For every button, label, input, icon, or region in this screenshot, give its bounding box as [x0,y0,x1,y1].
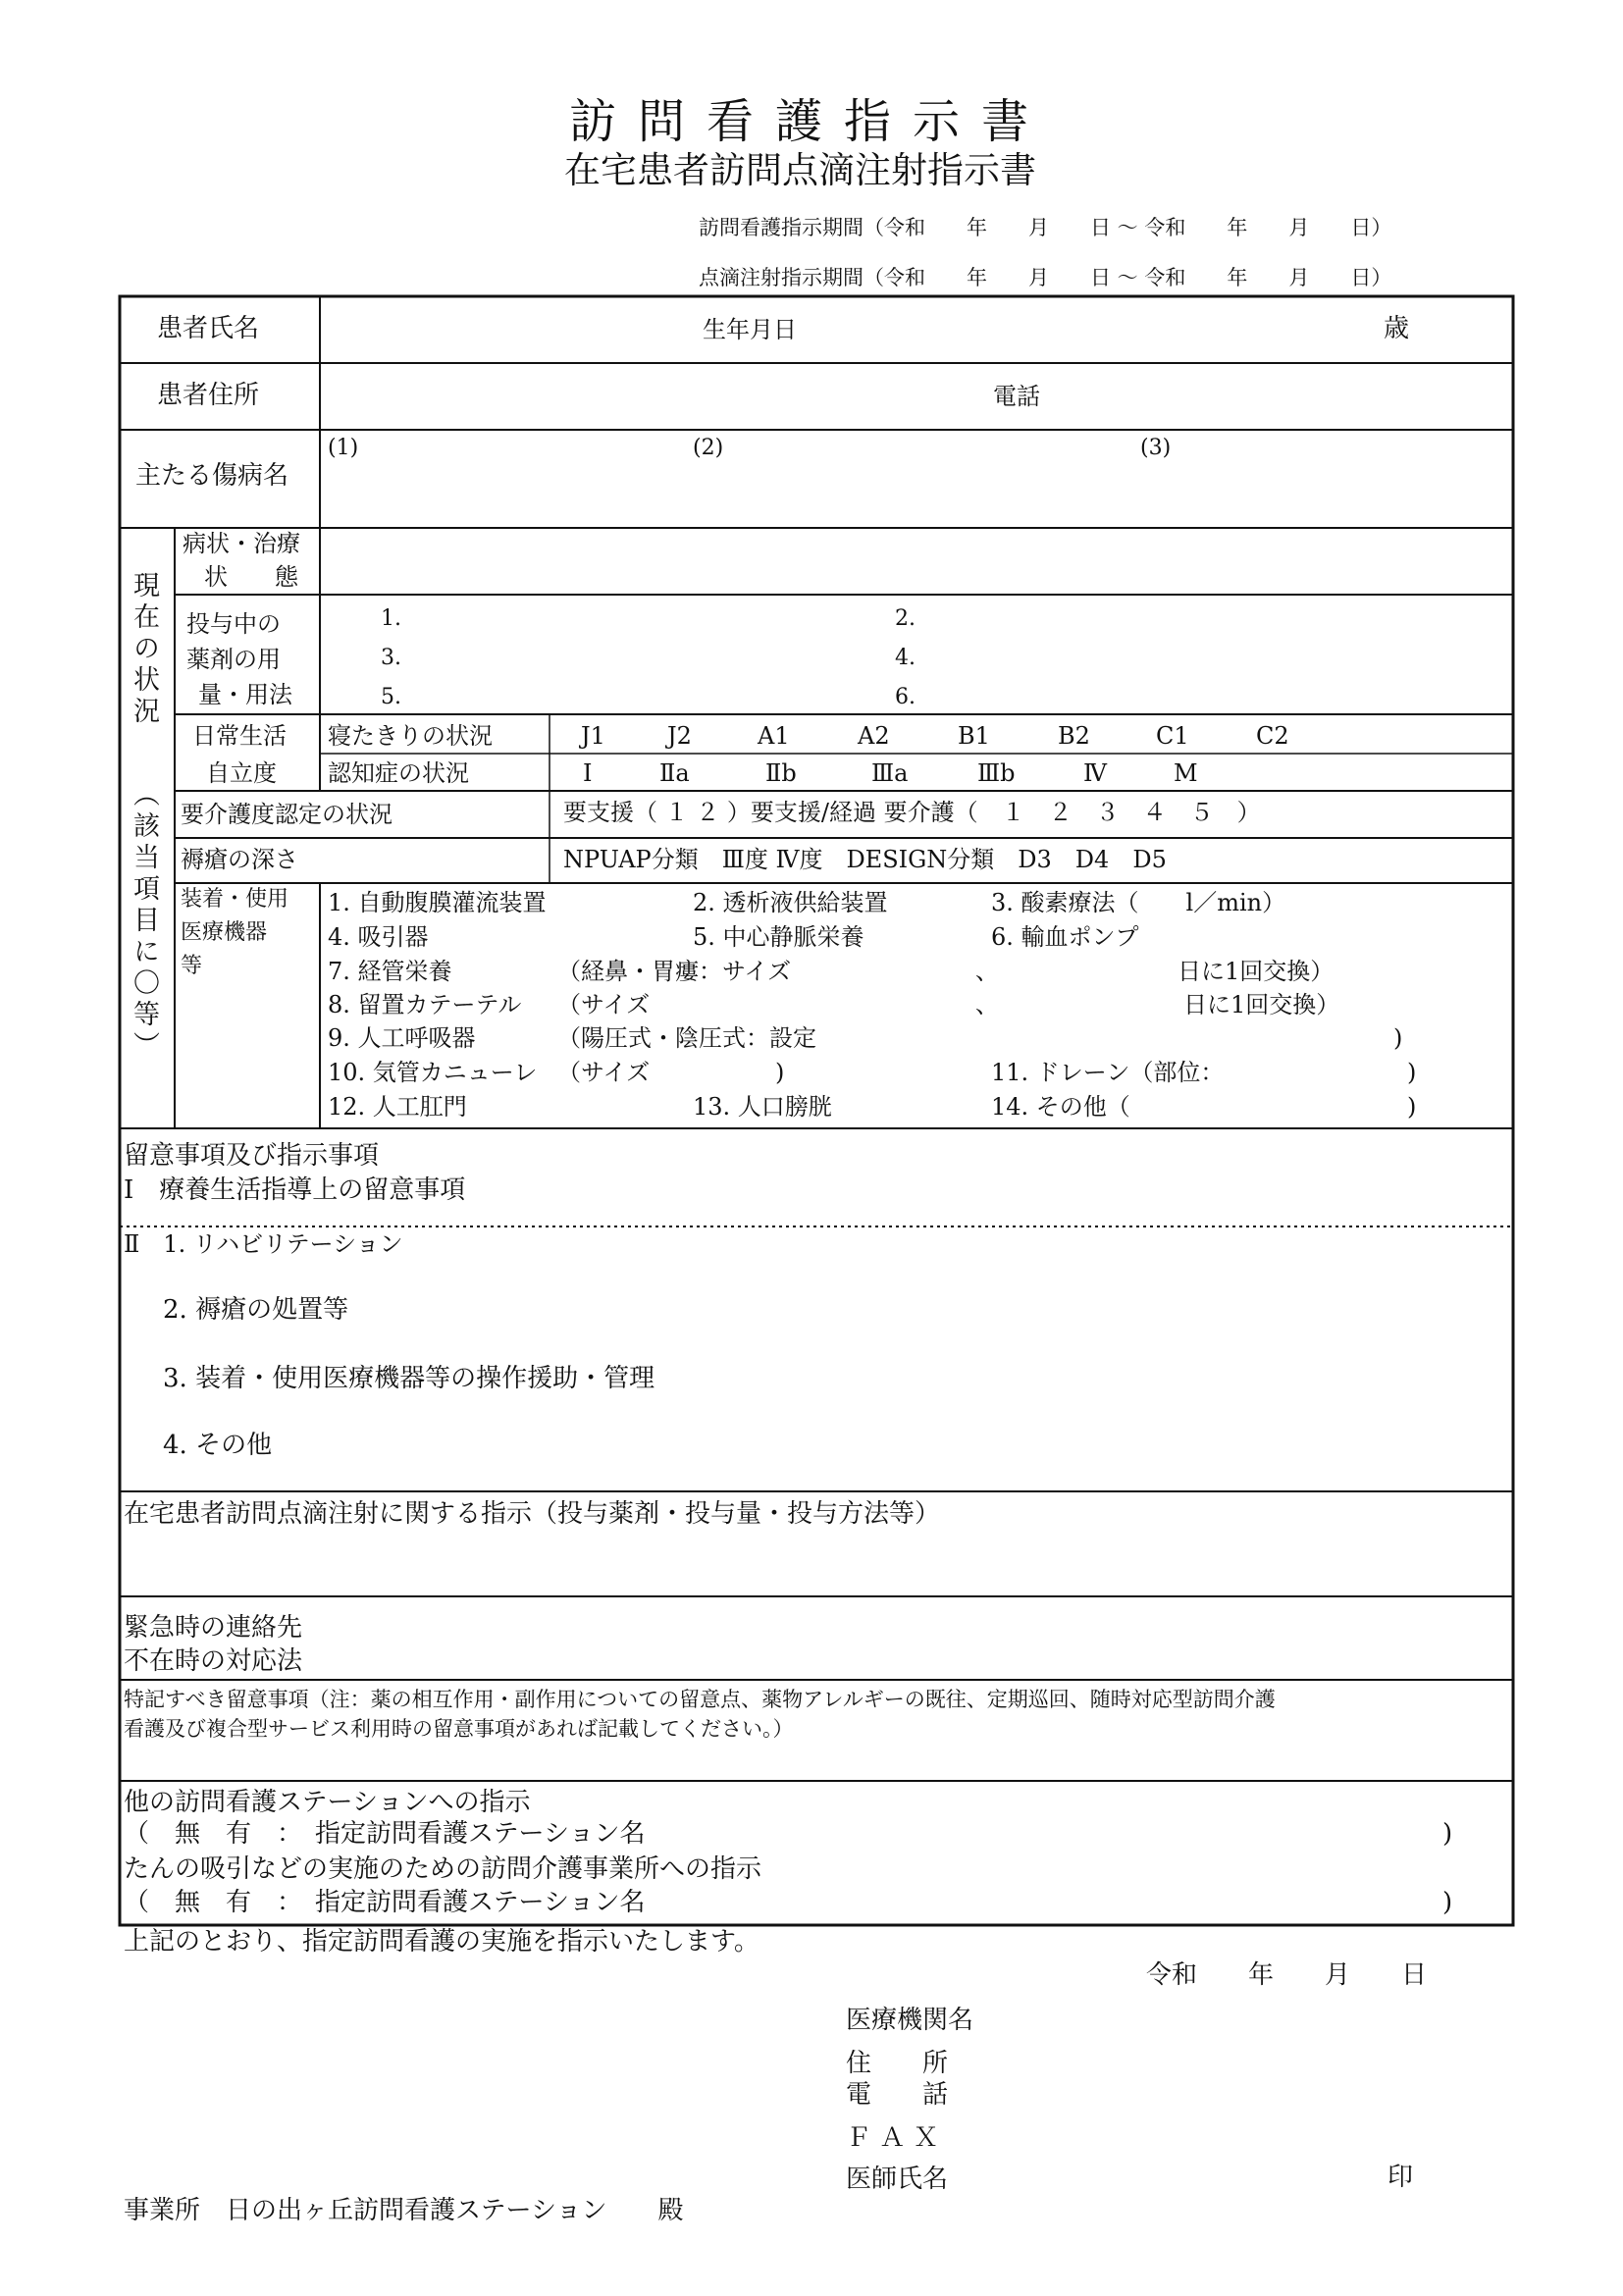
phone-label: 電話 [993,383,1040,410]
device-item-detail: ) [1407,1059,1417,1086]
bedridden-option[interactable]: A2 [858,722,890,750]
device-item-detail: （経鼻・胃瘻：サイズ [557,958,792,985]
institution-phone-label: 電 話 [846,2080,949,2110]
device-item[interactable]: 6. 輸血ポンプ [991,923,1139,951]
absence-response-label: 不在時の対応法 [124,1646,303,1676]
document-title: 訪問看護指示書 [569,94,1051,149]
institution-label: 医療機関名 [846,2006,974,2035]
suction-office-label: たんの吸引などの実施のための訪問介護事業所への指示 [124,1854,762,1884]
drugs-label-1: 投与中の [186,610,281,638]
dementia-label: 認知症の状況 [328,759,469,787]
bedridden-option[interactable]: B2 [1058,722,1090,750]
issue-date: 令和 年 月 日 [1146,1960,1428,1990]
current-status-side-label: 現在の状況 [129,571,159,728]
special-notes-label: 特記すべき留意事項（注：薬の相互作用・副作用についての留意点、薬物アレルギーの既往、定期巡回、随時対応型訪問介護 [124,1688,1276,1711]
bedridden-option[interactable]: C1 [1156,722,1189,750]
drug-slot-5: 5. [381,685,401,709]
institution-fax-label: Ｆ Ａ Ｘ [846,2123,939,2153]
age-label: 歳 [1384,314,1410,343]
disease-slot-3: (3) [1140,436,1172,460]
drug-slot-2: 2. [895,606,916,631]
bedridden-option[interactable]: B1 [958,722,990,750]
drip-instruction-label: 在宅患者訪問点滴注射に関する指示（投与薬剤・投与量・投与方法等） [124,1499,941,1529]
device-item[interactable]: 2. 透析液供給装置 [693,889,888,916]
bedsore-options[interactable]: NPUAP分類 Ⅲ度 Ⅳ度 DESIGN分類 D3 D4 D5 [563,846,1167,873]
suction-office-close: ) [1442,1888,1453,1917]
institution-address-label: 住 所 [846,2049,949,2078]
dementia-option[interactable]: Ⅰ [583,759,593,787]
dementia-option[interactable]: Ⅱb [765,759,797,787]
instructions-section-2: Ⅱ 1. リハビリテーション [124,1230,403,1258]
instructions-item-2-4: 4. その他 [163,1431,273,1460]
device-item-detail: 、 [975,958,999,985]
instructions-item-2-2: 2. 褥瘡の処置等 [163,1295,349,1325]
dementia-option[interactable]: M [1174,759,1198,787]
emergency-contact-label: 緊急時の連絡先 [124,1613,303,1643]
bedridden-option[interactable]: J2 [667,722,692,750]
statement-text: 上記のとおり、指定訪問看護の実施を指示いたします。 [124,1927,759,1957]
bedridden-label: 寝たきりの状況 [328,722,493,750]
device-item-detail: （サイズ [557,991,651,1018]
current-status-side-note: （該当項目に〇等） [129,780,159,1063]
device-item[interactable]: 11. ドレーン（部位： [991,1059,1225,1086]
device-item[interactable]: 3. 酸素療法（ l／min） [991,889,1286,916]
device-item-detail: ) [1407,1093,1417,1121]
device-item-detail: 日に1回交換） [1183,991,1340,1018]
dementia-option[interactable]: Ⅲa [871,759,909,787]
dementia-option[interactable]: Ⅲb [977,759,1016,787]
device-item[interactable]: 1. 自動腹膜灌流装置 [328,889,547,916]
device-item-detail: 日に1回交換） [1178,958,1335,985]
device-item[interactable]: 8. 留置カテーテル [328,991,522,1018]
disease-label: 主たる傷病名 [135,461,289,491]
device-item[interactable]: 4. 吸引器 [328,923,429,951]
adl-label-1: 日常生活 [192,722,287,750]
bedridden-option[interactable]: C2 [1256,722,1289,750]
device-item[interactable]: 14. その他（ [991,1093,1130,1121]
other-station-choice[interactable]: （ 無 有 ： 指定訪問看護ステーション名 [124,1819,646,1849]
birthdate-label: 生年月日 [703,316,797,343]
patient-name-label: 患者氏名 [157,314,260,343]
document-subtitle: 在宅患者訪問点滴注射指示書 [564,149,1036,191]
nursing-period: 訪問看護指示期間（令和 年 月 日 ～ 令和 年 月 日） [699,216,1392,239]
symptoms-label: 病状・治療 [183,530,300,557]
drugs-label-2: 薬剤の用 [186,646,281,673]
drip-period: 点滴注射指示期間（令和 年 月 日 ～ 令和 年 月 日） [699,266,1392,289]
adl-label-2: 自立度 [206,759,277,787]
devices-label-1: 装着・使用 [181,887,289,912]
device-item-detail: ) [1393,1024,1403,1052]
suction-office-choice[interactable]: （ 無 有 ： 指定訪問看護ステーション名 [124,1888,646,1917]
patient-address-label: 患者住所 [157,381,260,410]
device-item-detail: ) [775,1059,785,1086]
device-item-detail: （サイズ [557,1059,651,1086]
device-item[interactable]: 7. 経管栄養 [328,958,452,985]
recipient-line: 事業所 日の出ヶ丘訪問看護ステーション 殿 [124,2196,684,2225]
drug-slot-1: 1. [381,606,401,631]
special-notes-label-2: 看護及び複合型サービス利用時の留意事項があれば記載してください。） [124,1717,794,1741]
drugs-label-3: 量・用法 [198,681,292,708]
device-item[interactable]: 12. 人工肛門 [328,1093,467,1121]
bedridden-option[interactable]: A1 [758,722,790,750]
bedridden-option[interactable]: J1 [581,722,605,750]
doctor-name-label: 医師氏名 [846,2165,949,2194]
devices-label-3: 等 [181,954,203,978]
other-station-close: ) [1442,1819,1453,1849]
device-item-detail: （陽圧式・陰圧式：設定 [557,1024,816,1052]
drug-slot-4: 4. [895,646,916,670]
disease-slot-2: (2) [693,436,724,460]
devices-label-2: 医療機器 [181,920,268,945]
dementia-option[interactable]: Ⅳ [1083,759,1107,787]
instructions-item-2-3: 3. 装着・使用医療機器等の操作援助・管理 [163,1364,655,1393]
device-item[interactable]: 10. 気管カニューレ [328,1059,538,1086]
other-station-label: 他の訪問看護ステーションへの指示 [124,1788,531,1817]
dementia-option[interactable]: Ⅱa [659,759,690,787]
device-item[interactable]: 9. 人工呼吸器 [328,1024,476,1052]
drug-slot-3: 3. [381,646,401,670]
device-item[interactable]: 5. 中心静脈栄養 [693,923,864,951]
drug-slot-6: 6. [895,685,916,709]
disease-slot-1: (1) [328,436,359,460]
bedsore-label: 褥瘡の深さ [181,846,298,873]
symptoms-label-2: 状 態 [204,563,298,591]
care-level-options[interactable]: 要支援（ １ ２ ）要支援/経過 要介護（ １ ２ ３ ４ ５ ） [563,799,1261,826]
instructions-item-1: Ⅰ 療養生活指導上の留意事項 [124,1175,466,1205]
care-level-label: 要介護度認定の状況 [181,801,393,828]
instructions-heading: 留意事項及び指示事項 [124,1141,380,1171]
device-item-detail: 、 [975,991,999,1018]
device-item[interactable]: 13. 人口膀胱 [693,1093,832,1121]
seal-label: 印 [1387,2163,1414,2192]
